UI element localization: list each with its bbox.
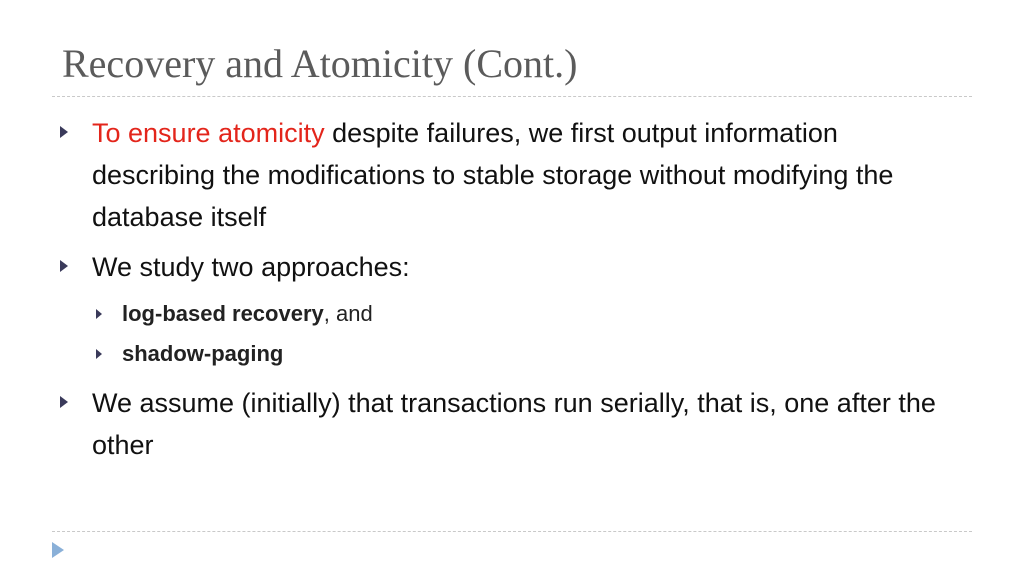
bullet-text: We study two approaches: (92, 252, 410, 282)
triangle-right-icon (60, 260, 68, 272)
triangle-right-icon (60, 126, 68, 138)
triangle-right-icon (60, 396, 68, 408)
footer-divider (52, 531, 972, 532)
bullet-text: despite failures, we first output information describing the modifications to stable storage without modifying the database itself (92, 118, 894, 232)
slide-content (60, 112, 960, 474)
bold-term: log-based recovery (122, 301, 324, 326)
highlighted-text: To ensure atomicity (92, 118, 325, 148)
bullet-item (60, 382, 960, 466)
triangle-right-icon (96, 309, 102, 319)
sub-bullet-item (60, 296, 960, 332)
slide-title: Recovery and Atomicity (Cont.) (62, 41, 578, 86)
sub-bullet-text: , and (323, 301, 373, 326)
bullet-text: We assume (initially) that transactions run serially, that is, one after the other (92, 388, 936, 460)
bullet-item (60, 112, 960, 238)
next-slide-icon[interactable] (52, 542, 64, 558)
title-divider (52, 96, 972, 97)
triangle-right-icon (96, 349, 102, 359)
bullet-item (60, 246, 960, 288)
bold-term: shadow-paging (122, 341, 284, 366)
sub-bullet-item (60, 336, 960, 372)
